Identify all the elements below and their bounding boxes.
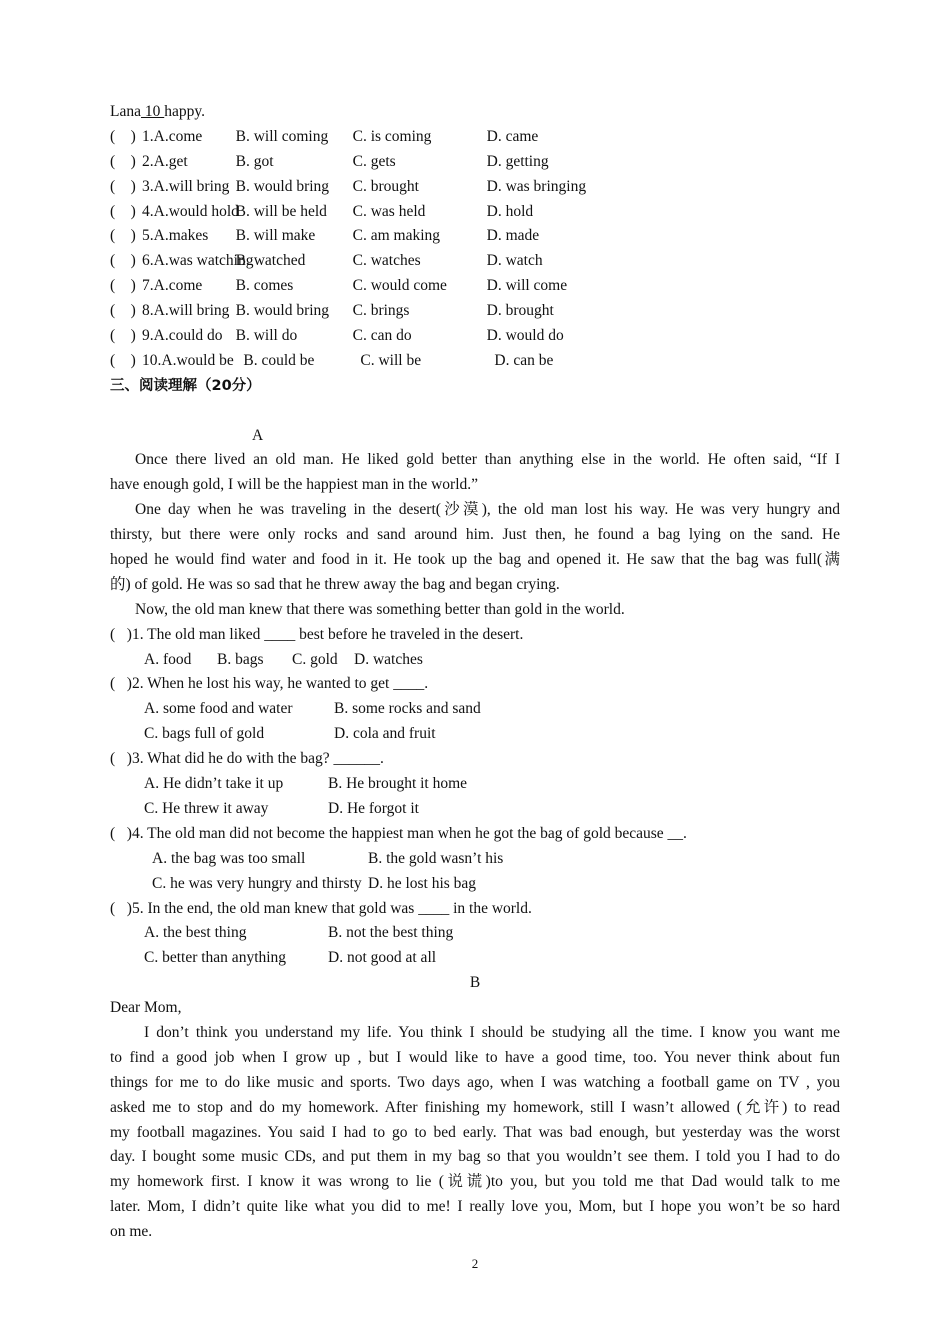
question-option: B. some rocks and sand bbox=[334, 700, 481, 718]
passage-a-line: hoped he would find water and food in it. He took up the bag and opened it. He saw that the bag was full(满 bbox=[110, 551, 840, 569]
cloze-option-c: C. was held bbox=[352, 202, 426, 220]
passage-b-line: my football magazines. You said I had to go to bed early. That was bad enough, but yesterday was the worst bbox=[110, 1123, 840, 1141]
question-option: B. the gold wasn’t his bbox=[368, 849, 504, 867]
question-stem: ( )4. The old man did not become the happiest man when he got the bag of gold because __. bbox=[110, 824, 687, 842]
cloze-option-c: C. brought bbox=[352, 177, 419, 195]
question-option: D. He forgot it bbox=[328, 799, 419, 817]
cloze-option-b: B. will make bbox=[235, 227, 316, 245]
question-option: C. bags full of gold bbox=[144, 725, 265, 743]
question-option: D. he lost his bag bbox=[368, 874, 477, 892]
cloze-question-row bbox=[110, 324, 840, 349]
cloze-option-a: A.come bbox=[153, 127, 203, 145]
document-page bbox=[110, 100, 840, 1245]
passage-a-questions bbox=[110, 623, 840, 971]
cloze-option-b: B. watched bbox=[235, 252, 306, 270]
question-options-row bbox=[110, 697, 840, 722]
question-option: A. some food and water bbox=[144, 700, 293, 718]
question-option: B. He brought it home bbox=[328, 775, 468, 793]
passage-b-line: asked me to stop and do my homework. After finishing my homework, still I wasn’t allowed (允许) to read bbox=[110, 1098, 840, 1116]
passage-a-label: A bbox=[252, 426, 264, 444]
passage-a-body bbox=[110, 448, 840, 622]
passage-a-line: One day when he was traveling in the desert(沙漠), the old man lost his way. He was very hungry and bbox=[135, 501, 840, 519]
passage-a-line: thirsty, but there were only rocks and sand around him. Just then, he found a bag lying on the sand. He bbox=[110, 526, 840, 544]
page-number: 2 bbox=[471, 1256, 479, 1271]
cloze-option-d: D. can be bbox=[494, 351, 554, 369]
passage-a-line: 的) of gold. He was so sad that he threw away the bag and began crying. bbox=[110, 575, 560, 593]
cloze-option-a: A.will bring bbox=[153, 302, 230, 320]
cloze-option-b: B. would bring bbox=[235, 302, 330, 320]
answer-bracket: ( ) bbox=[110, 302, 136, 320]
blank-line bbox=[110, 399, 840, 424]
cloze-question-row bbox=[110, 125, 840, 150]
question-options-row bbox=[110, 797, 840, 822]
question-option: B. bags bbox=[217, 650, 264, 668]
cloze-option-d: D. was bringing bbox=[486, 177, 587, 195]
cloze-option-b: B. comes bbox=[235, 277, 294, 295]
letter-greeting: Dear Mom, bbox=[110, 999, 182, 1017]
cloze-question-number: 6. bbox=[142, 252, 154, 270]
answer-bracket: ( ) bbox=[110, 177, 136, 195]
passage-b-line: I don’t think you understand my life. You think I should be studying all the time. I know you want me bbox=[144, 1023, 840, 1041]
cloze-option-a: A.was watching bbox=[153, 252, 254, 270]
cloze-option-a: A.could do bbox=[153, 327, 223, 345]
question-option: D. watches bbox=[354, 650, 423, 668]
question-option: D. cola and fruit bbox=[334, 725, 436, 743]
passage-b-line: on me. bbox=[110, 1223, 153, 1241]
passage-a-line: have enough gold, I will be the happiest man in the world.” bbox=[110, 476, 479, 494]
question-stem: ( )3. What did he do with the bag? ______. bbox=[110, 750, 384, 768]
cloze-question-list bbox=[110, 125, 840, 374]
question-option: D. not good at all bbox=[328, 949, 437, 967]
cloze-question-row bbox=[110, 150, 840, 175]
question-options-row bbox=[110, 847, 840, 872]
passage-b-label: B bbox=[469, 974, 481, 992]
cloze-option-c: C. gets bbox=[352, 152, 396, 170]
cloze-option-c: C. can do bbox=[352, 327, 412, 345]
question-options-row bbox=[110, 648, 840, 673]
answer-bracket: ( ) bbox=[110, 277, 136, 295]
answer-bracket: ( ) bbox=[110, 202, 136, 220]
question-option: C. gold bbox=[292, 650, 338, 668]
cloze-option-a: A.come bbox=[153, 277, 203, 295]
cloze-question-row bbox=[110, 249, 840, 274]
passage-b-line: my homework first. I know it was wrong to lie (说谎)to you, but you told me that Dad would talk to me bbox=[110, 1173, 840, 1191]
cloze-option-a: A.would be bbox=[161, 351, 234, 369]
question-option: A. the best thing bbox=[144, 924, 247, 942]
passage-b-body bbox=[110, 1021, 840, 1245]
cloze-question-number: 9. bbox=[142, 327, 154, 345]
question-stem: ( )5. In the end, the old man knew that gold was ____ in the world. bbox=[110, 899, 532, 917]
cloze-option-d: D. watch bbox=[486, 252, 543, 270]
cloze-option-a: A.would hold bbox=[153, 202, 239, 220]
answer-bracket: ( ) bbox=[110, 252, 136, 270]
cloze-option-b: B. will do bbox=[235, 327, 298, 345]
answer-bracket: ( ) bbox=[110, 351, 136, 369]
cloze-question-number: 4. bbox=[142, 202, 154, 220]
question-option: C. better than anything bbox=[144, 949, 287, 967]
cloze-question-number: 1. bbox=[142, 127, 154, 145]
cloze-question-row bbox=[110, 175, 840, 200]
cloze-option-d: D. made bbox=[486, 227, 540, 245]
cloze-tail-prefix: Lana bbox=[110, 103, 141, 120]
cloze-question-number: 2. bbox=[142, 152, 154, 170]
question-option: A. food bbox=[144, 650, 192, 668]
cloze-option-a: A.get bbox=[153, 152, 188, 170]
section3-title: 三、阅读理解（20分） bbox=[110, 377, 261, 394]
passage-a-line: Once there lived an old man. He liked gold better than anything else in the world. He often said, “If I bbox=[135, 451, 840, 469]
cloze-option-c: C. will be bbox=[360, 351, 422, 369]
cloze-question-row bbox=[110, 200, 840, 225]
cloze-question-number: 10. bbox=[142, 351, 162, 369]
question-option: A. He didn’t take it up bbox=[144, 775, 284, 793]
cloze-tail-suffix: happy. bbox=[164, 103, 205, 120]
cloze-option-c: C. is coming bbox=[352, 127, 432, 145]
question-options-row bbox=[110, 772, 840, 797]
cloze-question-row bbox=[110, 224, 840, 249]
passage-b-line: to find a good job when I grow up , but I would like to have a good time, too. You never think about fun bbox=[110, 1048, 840, 1066]
cloze-option-b: B. will be held bbox=[235, 202, 327, 220]
cloze-option-b: B. got bbox=[235, 152, 274, 170]
passage-b-line: later. Mom, I didn’t quite like what you did to me! I really love you, Mom, but I hope you won’t be so hard bbox=[110, 1198, 840, 1216]
question-option: C. he was very hungry and thirsty bbox=[152, 874, 362, 892]
cloze-option-c: C. would come bbox=[352, 277, 447, 295]
cloze-option-a: A.will bring bbox=[153, 177, 230, 195]
answer-bracket: ( ) bbox=[110, 327, 136, 345]
cloze-option-a: A.makes bbox=[153, 227, 209, 245]
passage-b-line: things for me to do like music and sports. Two days ago, when I was watching a football game on TV , you bbox=[110, 1073, 840, 1091]
cloze-option-d: D. hold bbox=[486, 202, 534, 220]
cloze-option-c: C. brings bbox=[352, 302, 410, 320]
cloze-option-c: C. am making bbox=[352, 227, 441, 245]
cloze-option-d: D. came bbox=[486, 127, 539, 145]
cloze-option-d: D. brought bbox=[486, 302, 554, 320]
cloze-question-number: 7. bbox=[142, 277, 154, 295]
question-options-row bbox=[110, 872, 840, 897]
question-options-row bbox=[110, 921, 840, 946]
cloze-tail-line bbox=[110, 100, 840, 125]
answer-bracket: ( ) bbox=[110, 127, 136, 145]
cloze-option-d: D. would do bbox=[486, 327, 564, 345]
question-stem: ( )1. The old man liked ____ best before he traveled in the desert. bbox=[110, 625, 524, 643]
cloze-option-b: B. could be bbox=[243, 351, 315, 369]
answer-bracket: ( ) bbox=[110, 152, 136, 170]
question-option: A. the bag was too small bbox=[152, 849, 306, 867]
question-options-row bbox=[110, 946, 840, 971]
passage-b-line: day. I bought some music CDs, and put them in my bag so that you wouldn’t see them. I told you I had to do bbox=[110, 1148, 840, 1166]
cloze-option-b: B. will coming bbox=[235, 127, 329, 145]
cloze-question-number: 3. bbox=[142, 177, 154, 195]
answer-bracket: ( ) bbox=[110, 227, 136, 245]
cloze-question-row bbox=[110, 349, 840, 374]
cloze-option-b: B. would bring bbox=[235, 177, 330, 195]
cloze-question-number: 8. bbox=[142, 302, 154, 320]
question-options-row bbox=[110, 722, 840, 747]
cloze-question-row bbox=[110, 299, 840, 324]
cloze-question-number: 5. bbox=[142, 227, 154, 245]
cloze-option-d: D. will come bbox=[486, 277, 568, 295]
cloze-blank: 10 bbox=[140, 103, 165, 120]
question-option: C. He threw it away bbox=[144, 799, 269, 817]
question-option: B. not the best thing bbox=[328, 924, 454, 942]
question-stem: ( )2. When he lost his way, he wanted to get ____. bbox=[110, 675, 429, 693]
passage-a-line: Now, the old man knew that there was something better than gold in the world. bbox=[135, 600, 625, 618]
cloze-option-c: C. watches bbox=[352, 252, 421, 270]
cloze-question-row bbox=[110, 274, 840, 299]
cloze-option-d: D. getting bbox=[486, 152, 549, 170]
